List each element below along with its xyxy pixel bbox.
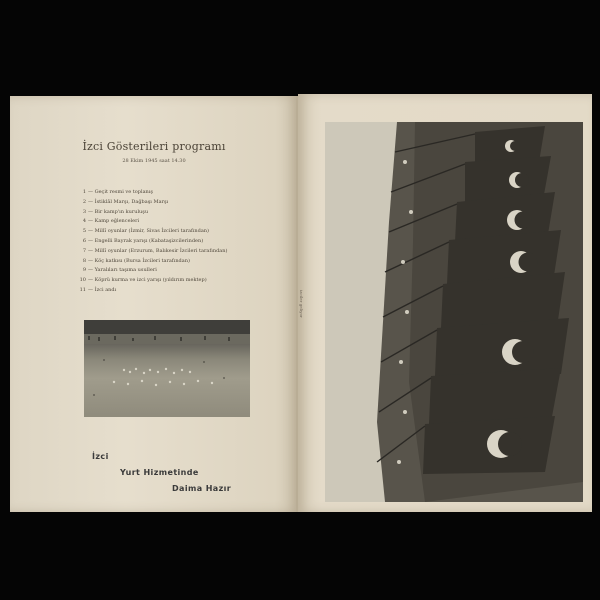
program-date: 28 Ekim 1945 saat 14.30	[122, 158, 186, 164]
item-number: 1	[82, 189, 86, 195]
stadium-photo-graphic	[84, 320, 250, 417]
item-text: — Kamp eğlenceleri	[88, 218, 140, 225]
item-number: 10	[79, 277, 86, 284]
item-text: — Engelli Bayrak yarışı (Kabataşizcilerinden)	[88, 237, 204, 244]
photo-caption: izciler geliyor	[299, 290, 304, 318]
list-item	[74, 266, 227, 276]
list-item	[74, 237, 227, 247]
motto-line-3: Daima Hazır	[172, 484, 232, 493]
item-text: — Köç katkısı (Bursa İzcileri tarafından)	[88, 257, 190, 264]
item-text: — Geçit resmi ve toplanış	[88, 189, 153, 195]
flag-parade-photo	[325, 122, 583, 502]
left-page	[10, 96, 298, 512]
program-list	[74, 188, 227, 296]
list-item	[74, 227, 227, 237]
item-number: 9	[82, 267, 86, 274]
motto-line-1: İzci	[92, 452, 109, 461]
list-item	[74, 257, 227, 267]
item-text: — İstiklâl Marşı, Dağbaşı Marşı	[88, 198, 169, 205]
item-text: — Millî oyunlar (Erzurum, Balıkesir İzcileri tarafından)	[88, 247, 228, 254]
item-number: 7	[82, 247, 86, 254]
list-item	[74, 276, 227, 286]
item-text: — Köprü kurma ve izci yarışı (yıldırım mektep)	[88, 277, 207, 284]
item-number: 2	[82, 198, 86, 205]
list-item	[74, 208, 227, 218]
program-title: İzci Gösterileri programı	[82, 140, 226, 153]
list-item	[74, 286, 227, 296]
item-text: — İzci andı	[88, 286, 117, 293]
item-number: 11	[79, 286, 86, 293]
item-number: 3	[82, 208, 86, 215]
list-item	[74, 247, 227, 257]
item-number: 4	[82, 218, 86, 225]
item-number: 5	[82, 228, 86, 235]
motto-line-2: Yurt Hizmetinde	[120, 468, 199, 477]
list-item	[74, 217, 227, 227]
item-number: 6	[82, 237, 86, 244]
right-page	[298, 94, 592, 512]
item-text: — Millî oyunlar (İzmir, Sivas İzcileri tarafından)	[88, 228, 209, 235]
item-text: — Yaralıları taşıma usulleri	[88, 267, 157, 274]
item-text: — Bir kamp'ın kuruluşu	[88, 208, 149, 215]
item-number: 8	[82, 257, 86, 264]
list-item	[74, 188, 227, 198]
list-item	[74, 198, 227, 208]
stadium-photo	[84, 320, 250, 417]
flag-parade-graphic	[325, 122, 583, 502]
booklet-spread	[10, 94, 592, 512]
